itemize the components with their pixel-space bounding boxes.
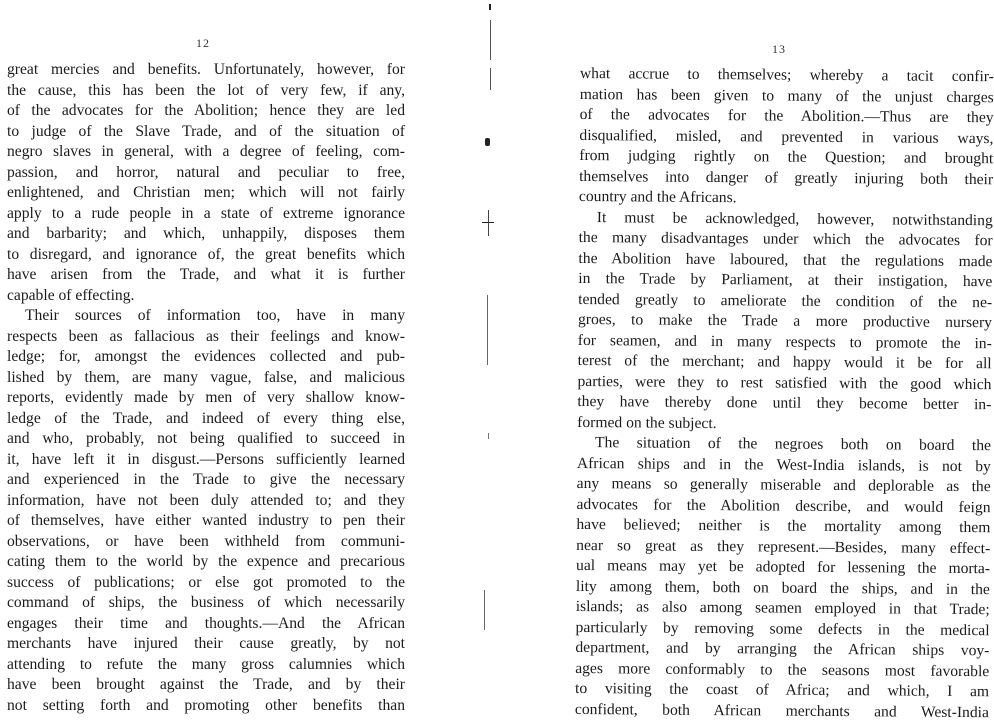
text-line: and experienced in the Trade to give the necessary [7,471,405,488]
text-line: advocates for the Abolition describe, and would feign [576,495,991,516]
text-line: department, and by arranging the African ships voy- [575,638,990,660]
text-line: from judging rightly on the Question; and brought [579,146,994,168]
book-gutter [440,0,520,689]
text-line: ledge of the Trade, and indeed of every thing else, [7,409,405,427]
text-line: of the advocates for the Abolition; hence they are led [7,102,405,119]
text-line: groes, to make the Trade a more productive nursery [577,310,993,332]
text-line: what accrue to themselves; whereby a tacit confir- [579,64,994,86]
text-line: success of publications; or else got promoted to the [7,573,405,591]
gutter-dot [485,138,490,146]
text-line: negro slaves in general, with a degree of feeling, com- [7,143,405,160]
text-line: near so great as they represent.—Besides, many effect- [576,536,991,557]
text-line: ual means may yet be adopted for lessening the morta- [575,556,991,578]
text-line: the Abolition have laboured, that the regulations made [578,249,993,270]
gutter-dot [488,433,489,439]
gutter-line [490,20,491,60]
text-line: the cause, this has been the lot of very few, if any, [7,81,405,99]
text-line: reports, evidently made by men of very shallow know- [7,389,405,406]
text-line: terest of the merchant; and happy would it be for all [577,351,992,373]
gutter-line [490,68,491,90]
text-line: disqualified, misled, and prevented in various ways, [579,126,994,147]
text-line: and who, probably, not being qualified to succeed in [7,430,405,447]
text-line: lished by them, are many vague, false, and malicious [7,368,405,386]
text-line: and barbarity; and which, unhappily, disposes them [7,225,405,242]
text-line: It must be acknowledged, however, notwithstanding [596,208,993,229]
text-line: The situation of the negroes both on board the [594,434,992,455]
text-line: enlightened, and Christian men; which will not fairly [7,184,405,201]
gutter-line [488,210,489,236]
text-line: have believed; neither is the mortality among them [576,515,991,537]
text-line: any means so generally miserable and deplorable as the [576,474,991,496]
left-page [0,0,440,714]
text-line: to visiting the coast of Africa; and which, I am [575,679,990,701]
text-line: tended greatly to ameliorate the condition of the ne- [578,290,993,311]
text-line: great mercies and benefits. Unfortunately, however, for [7,61,405,78]
text-line: apply to a rude people in a state of extreme ignorance [7,204,405,222]
text-line: country and the Africans. [578,187,737,207]
text-line: ages more conformably to the seasons most favorable [575,659,990,680]
right-page [520,0,994,721]
text-line: of themselves, have either wanted industry to pen their [7,512,405,529]
text-line: Their sources of information too, have in many [25,307,405,324]
page-number-left: 12 [196,36,210,50]
gutter-line [487,295,488,365]
text-line: have been brought against the Trade, and by their [7,676,405,693]
text-line: respects been as fallacious as their feelings and know- [7,327,405,345]
text-line: particularly by removing some defects in the medical [575,618,990,639]
text-line: have arisen from the Trade, and what it is further [7,266,405,283]
text-line: islands; as also among seamen employed in that Trade; [575,597,990,619]
page-number-right: 13 [772,42,786,56]
text-line: to disregard, and ignorance of, the great benefits which [7,245,405,263]
left-page-text [7,60,405,716]
text-line: confident, both African merchants and West-India [574,700,989,721]
text-line: attending to refute the many gross calumnies which [7,655,405,673]
text-line: in the Trade by Parliament, at their instigation, have [578,269,993,291]
text-line: information, have not been duly attended to; and they [7,491,405,509]
text-line: ledge; for, amongst the evidences collected and pub- [7,348,405,365]
text-line: capable of effecting. [7,286,135,304]
text-line: observations, or have been withheld from communi- [7,532,405,550]
gutter-tick [489,4,491,10]
text-line: not setting forth and promoting other benefits than [7,696,405,714]
text-line: of the advocates for the Abolition.—Thus are they [579,105,994,127]
text-line: themselves into danger of greatly injuring both their [579,167,994,188]
text-line: passion, and horror, natural and peculiar to free, [7,163,405,181]
gutter-line [484,590,485,630]
text-line: cating them to the world by the expence and precarious [7,553,405,570]
text-line: merchants have injured their cause greatly, by not [7,635,405,652]
text-line: for seamen, and in many respects to promote the in- [577,331,992,352]
text-line: African ships and in the West-India islands, is not by [576,454,991,475]
text-line: formed on the subject. [577,413,717,432]
text-line: mation has been given to many of the unjust charges [579,85,994,106]
text-line: to judge of the Slave Trade, and of the situation of [7,122,405,140]
text-line: the many disadvantages under which the advocates for [578,228,993,250]
right-page-text [575,64,994,723]
text-line: command of ships, the business of which necessarily [7,594,405,611]
text-line: parties, were they to rest satisfied with the good which [577,372,992,393]
text-line: engages their time and thoughts.—And the African [7,614,405,632]
text-line: lity among them, both on board the ships, and in the [575,577,990,598]
text-line: it, have left it in disgust.—Persons sufficiently learned [7,450,405,468]
text-line: they have thereby done until they become better in- [577,392,992,414]
